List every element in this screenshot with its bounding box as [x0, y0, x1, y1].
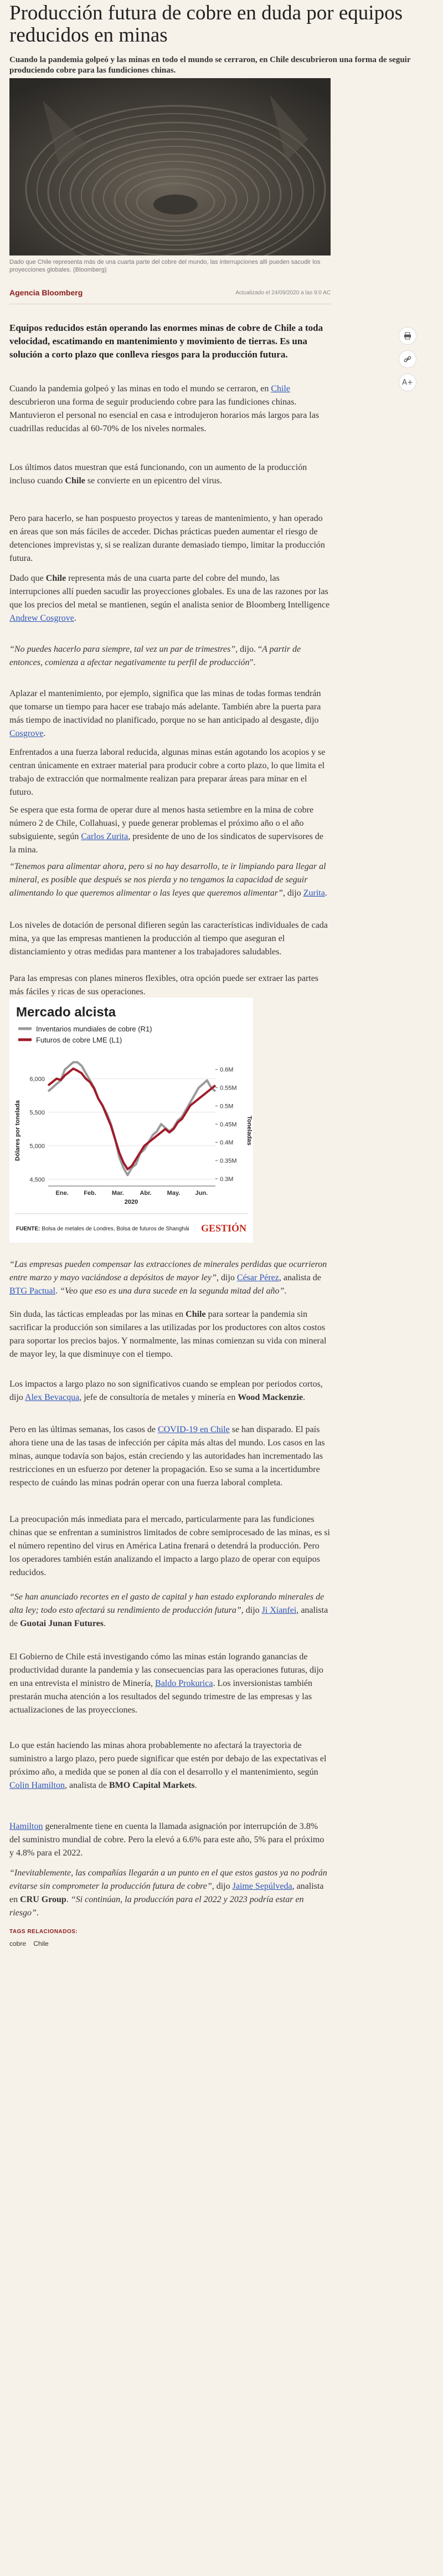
- x-tick: May.: [167, 1190, 181, 1197]
- paragraph-6: Enfrentados a una fuerza laboral reducida, algunas minas están agotando los acopios y se centran únicamente en extraer material para producir cobre a corto plazo, lo que limita el trabajo de extracción que normalmente realizan para preparar áreas para minar en el futuro.: [9, 748, 326, 797]
- paragraph-15: Lo que están haciendo las minas ahora probablemente no afectará la trayectoria de suministro a largo plazo, pero puede significar que estén por debajo de las expectativas el próximo año, a medida que se ponen al día con el desarrollo y el mantenimiento, según Colin Hamilton, analista de BMO Capital Markets.: [9, 1741, 327, 1790]
- chile-link[interactable]: Chile: [271, 384, 290, 393]
- chart-svg: [9, 998, 253, 1243]
- brand-logo: GESTIÓN: [200, 1223, 246, 1234]
- paragraph-3: Pero para hacerlo, se han pospuesto proyectos y tareas de mantenimiento, y han operado en áreas que son más fáciles de acceder. Dichas prácticas pueden aumentar el riesgo de detenciones imprevistas y, si se realizan durante demasiado tiempo, limitar la producción futura.: [9, 514, 325, 563]
- series-line-futures: [48, 1069, 215, 1169]
- paragraph-10: Sin duda, las tácticas empleadas por las minas en Chile para sortear la pandemia sin sacrificar la producción son similares a las utilizadas por los productores con altos costos para soportar los precios bajos. Y normalmente, las minas comienzan su vida con mineral de mayor ley, la que disminuye con el tiempo.: [9, 1310, 327, 1359]
- article-subtitle: Cuando la pandemia golpeó y las minas en todo el mundo se cerraron, en Chile descubrieron una forma de seguir produciendo cobre para las fundiciones chinas.: [9, 55, 411, 75]
- print-icon[interactable]: [399, 327, 416, 345]
- chart-title: Mercado alcista: [16, 1005, 116, 1020]
- quote-4: “Se han anunciado recortes en el gasto de capital y han estado explorando minerales de alta ley; todo esto afectará su rendimiento de producción futura”, dijo Ji Xianfei, analista de Guotai Junan Futures.: [9, 1592, 328, 1628]
- y-right-tick: 0.6M: [220, 1066, 234, 1074]
- bevacqua-link[interactable]: Alex Bevacqua: [25, 1393, 80, 1402]
- x-tick: Ene.: [55, 1190, 69, 1197]
- covid-chile-link[interactable]: COVID-19 en Chile: [157, 1425, 230, 1434]
- text-run: “Tenemos para alimentar ahora, pero si no hay desarrollo, te ir limpiando para llegar al mineral, es posible que después se nos pierda y no tengamos la capacidad de seguir alimentando lo que queremos alimentar o las leyes que queremos alimentar”: [9, 862, 326, 898]
- paragraph-1: Cuando la pandemia golpeó y las minas en todo el mundo se cerraron, en Chile descubrieron una forma de seguir produciendo cobre para las fundiciones chinas. Mantuvieron el personal no esencial en casa e introdujeron horarios más largos para las cuadrillas reducidas al 60-70% de los niveles normales.: [9, 384, 320, 433]
- btg-link[interactable]: BTG Pactual: [9, 1286, 56, 1296]
- x-axis: [48, 1186, 215, 1197]
- x-tick: Jun.: [195, 1190, 208, 1197]
- chart-lines: [48, 1062, 215, 1175]
- paragraph-12: Pero en las últimas semanas, los casos de COVID-19 en Chile se han disparado. El país ahora tiene una de las tasas de infección per cápita más altas del mundo. Los casos en las minas, aunque todavía son bajos, están creciendo y las autoridades han incrementado las restricciones en un esfuerzo por detener la propagación. Eso se suma a la incertidumbre respecto de cuándo las minas podrán operar con una fuerza laboral completa.: [9, 1425, 325, 1488]
- text-run: Para las empresas con planes mineros flexibles, otra opción puede ser extraer las partes más fáciles y ricas de sus operaciones.: [9, 974, 319, 996]
- zurita-link[interactable]: Carlos Zurita: [81, 832, 128, 841]
- byline: [9, 288, 331, 304]
- paragraph-16: Hamilton generalmente tiene en cuenta la llamada asignación por interrupción de 3.8% del suministro mundial de cobre. Pero la elevó a 6.6% para este año, 5% para el próximo y 4.8% para el 2022.: [9, 1822, 324, 1858]
- tags-title: TAGS RELACIONADOS:: [9, 1929, 78, 1935]
- cesar-perez-link[interactable]: César Pérez: [236, 1273, 279, 1282]
- tag-item[interactable]: cobre: [9, 1940, 27, 1948]
- copper-chart: [9, 998, 253, 1243]
- y-right-tick: 0.35M: [220, 1158, 237, 1164]
- x-year-label: 2020: [124, 1199, 138, 1205]
- text-run: .: [324, 888, 327, 898]
- tag-item[interactable]: Chile: [33, 1940, 49, 1948]
- x-tick: Mar.: [111, 1190, 124, 1197]
- hamilton-link-2[interactable]: Hamilton: [9, 1822, 43, 1831]
- quote-2: [9, 860, 331, 900]
- article-lead: Equipos reducidos están operando las enormes minas de cobre de Chile a toda velocidad, escatimando en mantenimiento y movimiento de tierras. Es una solución a corto plazo que conlleva riesgos para la producción futura.: [9, 323, 323, 360]
- font-size-icon[interactable]: A+: [399, 374, 416, 391]
- x-tick: Abr.: [140, 1190, 152, 1197]
- x-tick: Feb.: [84, 1190, 96, 1197]
- link-icon[interactable]: [399, 350, 416, 368]
- paragraph-14: El Gobierno de Chile está investigando cómo las minas están logrando ganancias de productividad durante la pandemia y las consecuencias para las operaciones futuras, dijo en una entrevista el ministro de Minería, Baldo Prokurica. Los inversionistas también prestarán mucha atención a los resultados del segundo trimestre de las empresas y las actualizaciones de las proyecciones.: [9, 1652, 323, 1715]
- paragraph-7: Se espera que esta forma de operar dure al menos hasta setiembre en la mina de cobre número 2 de Chile, Collahuasi, y puede generar problemas el próximo año o el año subsiguiente, según Carlos Zurita, presidente de uno de los sindicatos de supervisores de la mina.: [9, 805, 324, 855]
- legend: [18, 1025, 152, 1044]
- y-left-label: Dólares por tonelada: [14, 1100, 21, 1161]
- hamilton-link[interactable]: Colin Hamilton: [9, 1781, 65, 1790]
- prokurica-link[interactable]: Baldo Prokurica: [155, 1679, 213, 1688]
- y-right-tick: 0.3M: [220, 1175, 234, 1183]
- y-axis-right: [215, 1067, 237, 1183]
- quote-1: “No puedes hacerlo para siempre, tal vez un par de trimestres”, dijo. “A partir de entonces, comienza a afectar negativamente tu perfil de producción”.: [9, 645, 301, 667]
- y-axis-left: [29, 1076, 45, 1183]
- chart-source: FUENTE: Bolsa de metales de Londres, Bolsa de futuros de Shanghái: [16, 1226, 189, 1232]
- y-right-tick: 0.45M: [220, 1121, 237, 1128]
- paragraph-2: Los últimos datos muestran que está funcionando, con un aumento de la producción incluso cuando Chile se convierte en un epicentro del virus.: [9, 463, 307, 485]
- quote-3: “Las empresas pueden compensar las extracciones de minerales perdidas que ocurrieron entre marzo y mayo vaciándose a depósitos de mayor ley”, dijo César Pérez, analista de BTG Pactual. “Veo que eso es una dura sucede en la segunda mitad del año”.: [9, 1260, 327, 1296]
- sepulveda-link[interactable]: Jaime Sepúlveda: [232, 1882, 292, 1891]
- paragraph-8: [9, 919, 331, 959]
- tags-list: [9, 1940, 54, 1948]
- series-line-inventory: [48, 1062, 215, 1175]
- author-link[interactable]: Agencia Bloomberg: [9, 288, 83, 297]
- ji-xianfei-link[interactable]: Ji Xianfei: [261, 1606, 297, 1615]
- y-right-tick: 0.5M: [220, 1103, 234, 1110]
- y-left-tick: 4,500: [29, 1176, 45, 1183]
- zurita-link-2[interactable]: Zurita: [303, 888, 325, 898]
- text-run: , dijo: [282, 888, 303, 898]
- y-left-tick: 5,500: [29, 1109, 45, 1116]
- cosgrove-link[interactable]: Andrew Cosgrove: [9, 614, 74, 623]
- legend-label-futures: Futuros de cobre LME (L1): [36, 1036, 122, 1044]
- mine-photo: [9, 78, 331, 255]
- article-title: Producción futura de cobre en duda por equipos reducidos en minas: [9, 2, 403, 47]
- hero-image: [9, 78, 331, 255]
- paragraph-5: Aplazar el mantenimiento, por ejemplo, significa que las minas de todas formas tendrán que tomarse un tiempo para hacer ese trabajo más adelante. También abre la puerta para más tiempo de inactividad no planificado, porque no se han anticipado al desgaste, dijo Cosgrove.: [9, 689, 321, 738]
- y-right-label: Toneladas: [246, 1116, 253, 1146]
- paragraph-4: Dado que Chile representa más de una cuarta parte del cobre del mundo, las interrupciones allí pueden sacudir las proyecciones globales. Es una de las razones por las que los precios del metal se mantienen, según el analista senior de Bloomberg Intelligence Andrew Cosgrove.: [9, 574, 330, 623]
- y-right-tick: 0.55M: [220, 1085, 237, 1092]
- y-right-tick: 0.4M: [220, 1139, 234, 1147]
- cosgrove-link-2[interactable]: Cosgrove: [9, 729, 44, 738]
- paragraph-11: Los impactos a largo plazo no son significativos cuando se emplean por periodos cortos, dijo Alex Bevacqua, jefe de consultoría de metales y minería en Wood Mackenzie.: [9, 1379, 323, 1402]
- paragraph-9: [9, 972, 331, 999]
- paragraph-13: La preocupación más inmediata para el mercado, particularmente para las fundiciones chinas que se enfrentan a suministros limitados de cobre semiprocesado de las minas, es si el número repentino del virus en América Latina frenará o detendrá la producción. Pero los operadores también están analizando el impacto a largo plazo de operar con equipos reducidos.: [9, 1515, 330, 1577]
- y-left-tick: 6,000: [29, 1076, 45, 1083]
- text-run: Los niveles de dotación de personal difieren según las características individuales de cada mina, ya que las empresas mantienen la producción al tiempo que aseguran el distanciamiento y otras medidas para mantener a los trabajadores saludables.: [9, 921, 328, 957]
- updated-date: Actualizado el 24/09/2020 a las 9:0 AC: [235, 290, 331, 296]
- y-left-tick: 5,000: [29, 1143, 45, 1150]
- quote-5: “Inevitablemente, las compañías llegarán a un punto en el que estos gastos ya no podrán evitarse sin comprometer la producción futura de cobre”, dijo Jaime Sepúlveda, analista en CRU Group. “Si continúan, la producción para el 2022 y 2023 podría estar en riesgo”.: [9, 1868, 327, 1918]
- article-tools: [399, 327, 419, 397]
- legend-label-inventory: Inventarios mundiales de cobre (R1): [36, 1025, 152, 1033]
- image-caption: Dado que Chile representa más de una cuarta parte del cobre del mundo, las interrupciones allí pueden sacudir los proyecciones globales. (Bloomberg): [9, 259, 321, 273]
